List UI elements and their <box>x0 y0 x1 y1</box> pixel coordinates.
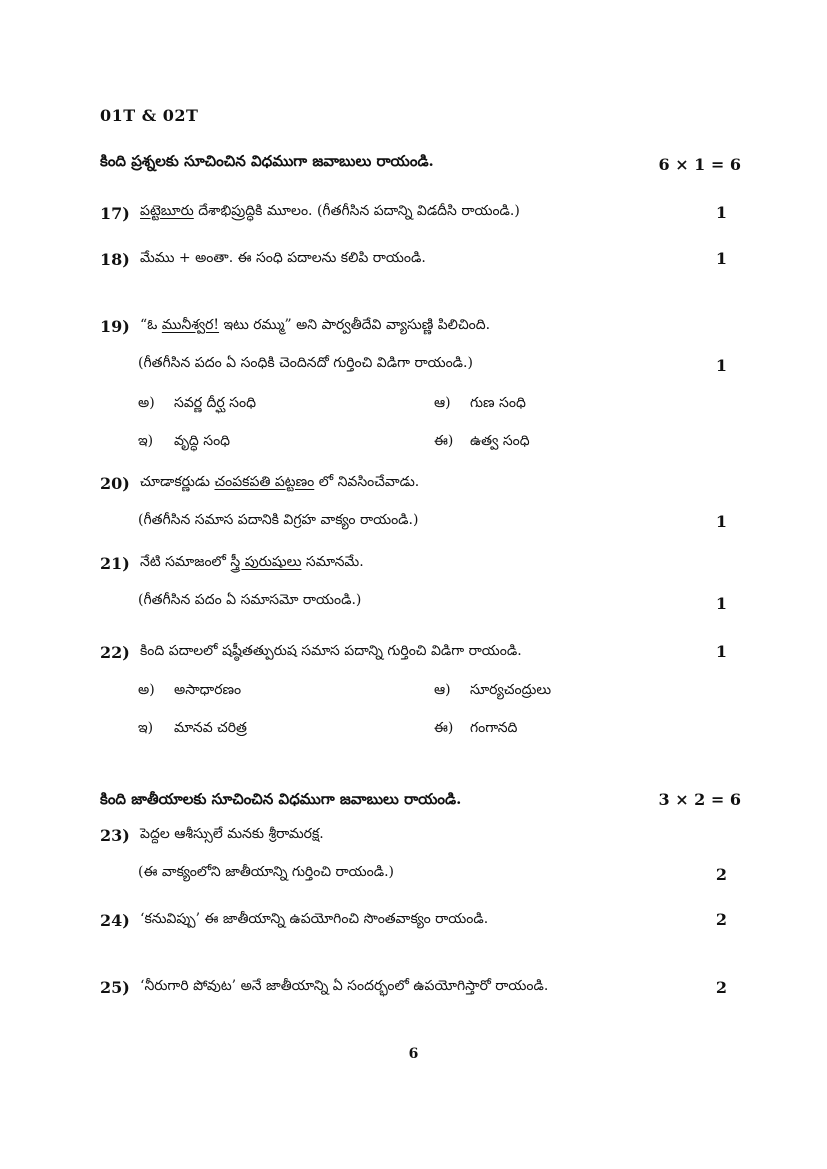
question-25-mark: 2 <box>715 978 727 997</box>
question-22-text: కింది పదాలలో షష్ఠీతత్పురుష సమాస పదాన్ని గుర్తించి విడిగా రాయండి. <box>140 643 522 659</box>
question-22-option-a: అ) అసాధారణం <box>138 682 242 698</box>
question-21-text: నేటి సమాజంలో స్త్రీ పురుషులు సమానమే. <box>140 554 364 570</box>
question-17-text: పట్టెబూరు దేశాభిప్రుద్ధికి మూలం. (గీతగీసిన పదాన్ని విడదీసి రాయండి.) <box>140 203 520 219</box>
question-19-text: “ఓ మునీశ్వర! ఇటు రమ్ము” అని పార్వతీదేవి వ్యాసుణ్ణి పిలిచింది. <box>140 317 491 333</box>
question-23-instruction: (ఈ వాక్యంలోని జాతీయాన్ని గుర్తించి రాయండి.) <box>138 864 394 880</box>
question-19-option-a: అ) సవర్ణ దీర్ఘ సంధి <box>138 395 256 411</box>
question-23-text: పెద్దల ఆశీస్సులే మనకు శ్రీరామరక్ష. <box>140 826 324 842</box>
question-20-text: చూడాకర్ణుడు చంపకపతి పట్టణం లో నివసించేవాడు. <box>140 474 420 490</box>
question-25-text: ‘నీరుగారి పోవుట’ అనే జాతీయాన్ని ఏ సందర్భంలో ఉపయోగిస్తారో రాయండి. <box>140 978 549 994</box>
underlined-word: పట్టెబూరు <box>140 203 194 219</box>
underlined-word: స్త్రీ పురుషులు <box>230 554 302 570</box>
question-23-number: 23) <box>100 826 130 845</box>
question-17-mark: 1 <box>715 203 727 222</box>
question-18-number: 18) <box>100 250 130 269</box>
paper-code: 01T & 02T <box>100 106 199 125</box>
question-21-instruction: (గీతగీసిన పదం ఏ సమాసమో రాయండి.) <box>138 592 362 608</box>
section-2-marks: 3 × 2 = 6 <box>658 790 741 809</box>
section-2-instruction: కింది జాతీయాలకు సూచించిన విధముగా జవాబులు రాయండి. <box>100 790 462 808</box>
question-22-option-c: ఇ) మానవ చరిత్ర <box>138 720 247 736</box>
question-25-number: 25) <box>100 978 130 997</box>
question-20-instruction: (గీతగీసిన సమాస పదానికి విగ్రహ వాక్యం రాయండి.) <box>138 512 419 528</box>
section-1-marks: 6 × 1 = 6 <box>658 155 741 174</box>
question-19-option-d: ఈ) ఉత్వ సంధి <box>434 433 530 449</box>
question-22-option-b: ఆ) సూర్యచంద్రులు <box>434 682 552 698</box>
question-19-mark: 1 <box>715 356 727 375</box>
question-22-mark: 1 <box>715 642 727 661</box>
underlined-word: మునీశ్వర! <box>161 317 220 333</box>
question-24-text: ‘కనువిప్పు’ ఈ జాతీయాన్ని ఉపయోగించి సొంతవాక్యం రాయండి. <box>140 911 489 927</box>
question-21-mark: 1 <box>715 594 727 613</box>
question-23-mark: 2 <box>715 865 727 884</box>
underlined-word: చంపకపతి పట్టణం <box>214 474 315 490</box>
question-24-mark: 2 <box>715 910 727 929</box>
question-20-number: 20) <box>100 474 130 493</box>
question-18-text: మేము + అంతా. ఈ సంధి పదాలను కలిపి రాయండి. <box>140 250 426 266</box>
question-20-mark: 1 <box>715 512 727 531</box>
page-number: 6 <box>408 1046 419 1062</box>
question-21-number: 21) <box>100 554 130 573</box>
question-18-mark: 1 <box>715 249 727 268</box>
question-22-number: 22) <box>100 643 130 662</box>
section-1-instruction: కింది ప్రశ్నలకు సూచించిన విధముగా జవాబులు రాయండి. <box>100 152 434 170</box>
question-19-option-c: ఇ) వృద్ధి సంధి <box>138 433 231 449</box>
question-22-option-d: ఈ) గంగానది <box>434 720 518 736</box>
question-19-instruction: (గీతగీసిన పదం ఏ సంధికి చెందినదో గుర్తించి విడిగా రాయండి.) <box>138 355 473 371</box>
question-17-number: 17) <box>100 204 130 223</box>
question-24-number: 24) <box>100 911 130 930</box>
question-19-number: 19) <box>100 317 130 336</box>
question-19-option-b: ఆ) గుణ సంధి <box>434 395 526 411</box>
